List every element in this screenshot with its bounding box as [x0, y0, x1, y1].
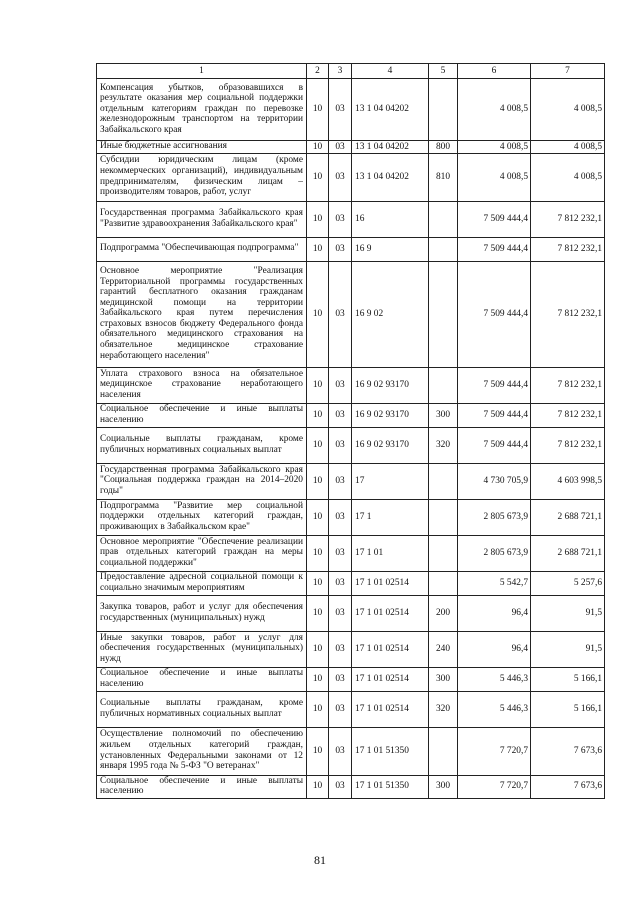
expense-type-cell: 200 — [429, 595, 458, 631]
section-cell: 10 — [307, 595, 329, 631]
table-row — [97, 403, 605, 427]
table-row — [97, 631, 605, 667]
target-article-cell: 17 1 01 02514 — [352, 667, 429, 691]
target-article-cell: 17 — [352, 463, 429, 499]
amount-year2-cell: 7 812 232,1 — [531, 201, 605, 237]
row-name-cell: Компенсация убытков, образовавшихся в результате оказания мер социальной поддержки отдельным категориям граждан по перевозке железнодорожным транспортом на территории Забайкальского края — [97, 79, 307, 141]
expense-type-cell — [429, 79, 458, 141]
section-cell: 10 — [307, 261, 329, 367]
amount-year2-cell: 2 688 721,1 — [531, 499, 605, 535]
target-article-cell: 16 9 02 93170 — [352, 427, 429, 463]
subsection-cell: 03 — [329, 463, 352, 499]
table-row — [97, 153, 605, 201]
amount-year2-cell: 7 812 232,1 — [531, 427, 605, 463]
expense-type-cell: 300 — [429, 775, 458, 798]
table-row — [97, 463, 605, 499]
amount-year1-cell: 4 008,5 — [458, 141, 531, 154]
section-cell: 10 — [307, 571, 329, 595]
section-cell: 10 — [307, 463, 329, 499]
section-cell: 10 — [307, 499, 329, 535]
target-article-cell: 16 9 — [352, 237, 429, 261]
amount-year1-cell: 4 008,5 — [458, 153, 531, 201]
expense-type-cell — [429, 201, 458, 237]
table-row — [97, 201, 605, 237]
table-row — [97, 237, 605, 261]
subsection-cell: 03 — [329, 237, 352, 261]
row-name-cell: Основное мероприятие "Обеспечение реализации прав отдельных категорий граждан на меры социальной поддержки" — [97, 535, 307, 571]
expense-type-cell — [429, 499, 458, 535]
section-cell: 10 — [307, 79, 329, 141]
amount-year1-cell: 7 509 444,4 — [458, 403, 531, 427]
row-name-cell: Социальное обеспечение и иные выплаты населению — [97, 775, 307, 798]
amount-year2-cell: 7 673,6 — [531, 775, 605, 798]
target-article-cell: 16 — [352, 201, 429, 237]
subsection-cell: 03 — [329, 201, 352, 237]
expense-type-cell: 810 — [429, 153, 458, 201]
expense-type-cell — [429, 571, 458, 595]
row-name-cell: Уплата страхового взноса на обязательное медицинское страхование неработающего населения — [97, 367, 307, 403]
amount-year2-cell: 7 812 232,1 — [531, 367, 605, 403]
row-name-cell: Подпрограмма "Обеспечивающая подпрограмма" — [97, 237, 307, 261]
amount-year1-cell: 96,4 — [458, 595, 531, 631]
amount-year2-cell: 5 257,6 — [531, 571, 605, 595]
amount-year2-cell: 2 688 721,1 — [531, 535, 605, 571]
table-row — [97, 691, 605, 727]
table-row — [97, 727, 605, 775]
row-name-cell: Субсидии юридическим лицам (кроме некоммерческих организаций), индивидуальным предпринимателям, физическим лицам – производителям товаров, работ, услуг — [97, 153, 307, 201]
subsection-cell: 03 — [329, 631, 352, 667]
subsection-cell: 03 — [329, 141, 352, 154]
target-article-cell: 17 1 01 02514 — [352, 571, 429, 595]
expense-type-cell — [429, 463, 458, 499]
budget-table-page — [96, 63, 604, 799]
table-row — [97, 571, 605, 595]
subsection-cell: 03 — [329, 775, 352, 798]
header-cell-1: 1 — [97, 64, 307, 79]
amount-year2-cell: 5 166,1 — [531, 691, 605, 727]
subsection-cell: 03 — [329, 427, 352, 463]
target-article-cell: 16 9 02 — [352, 261, 429, 367]
expense-type-cell — [429, 237, 458, 261]
header-cell-4: 4 — [352, 64, 429, 79]
amount-year2-cell: 4 603 998,5 — [531, 463, 605, 499]
table-row — [97, 775, 605, 798]
table-row — [97, 141, 605, 154]
row-name-cell: Подпрограмма "Развитие мер социальной поддержки отдельных категорий граждан, проживающих в Забайкальском крае" — [97, 499, 307, 535]
target-article-cell: 17 1 01 51350 — [352, 775, 429, 798]
section-cell: 10 — [307, 667, 329, 691]
amount-year1-cell: 4 730 705,9 — [458, 463, 531, 499]
table-row — [97, 367, 605, 403]
amount-year1-cell: 5 446,3 — [458, 691, 531, 727]
subsection-cell: 03 — [329, 535, 352, 571]
section-cell: 10 — [307, 141, 329, 154]
target-article-cell: 17 1 01 51350 — [352, 727, 429, 775]
row-name-cell: Социальное обеспечение и иные выплаты населению — [97, 667, 307, 691]
header-cell-5: 5 — [429, 64, 458, 79]
row-name-cell: Осуществление полномочий по обеспечению жильем отдельных категорий граждан, установленных Федеральными законами от 12 января 1995 года № 5-ФЗ "О ветеранах" — [97, 727, 307, 775]
expense-type-cell: 300 — [429, 667, 458, 691]
target-article-cell: 13 1 04 04202 — [352, 141, 429, 154]
section-cell: 10 — [307, 427, 329, 463]
amount-year1-cell: 7 509 444,4 — [458, 367, 531, 403]
table-row — [97, 427, 605, 463]
table-row — [97, 595, 605, 631]
amount-year2-cell: 4 008,5 — [531, 141, 605, 154]
subsection-cell: 03 — [329, 367, 352, 403]
amount-year1-cell: 7 720,7 — [458, 727, 531, 775]
section-cell: 10 — [307, 631, 329, 667]
target-article-cell: 17 1 — [352, 499, 429, 535]
amount-year2-cell: 7 812 232,1 — [531, 261, 605, 367]
expense-type-cell: 300 — [429, 403, 458, 427]
subsection-cell: 03 — [329, 595, 352, 631]
section-cell: 10 — [307, 201, 329, 237]
row-name-cell: Предоставление адресной социальной помощи к социально значимым мероприятиям — [97, 571, 307, 595]
row-name-cell: Социальные выплаты гражданам, кроме публичных нормативных социальных выплат — [97, 691, 307, 727]
expense-type-cell — [429, 367, 458, 403]
amount-year1-cell: 96,4 — [458, 631, 531, 667]
amount-year2-cell: 5 166,1 — [531, 667, 605, 691]
amount-year1-cell: 7 720,7 — [458, 775, 531, 798]
target-article-cell: 13 1 04 04202 — [352, 153, 429, 201]
section-cell: 10 — [307, 691, 329, 727]
header-cell-6: 6 — [458, 64, 531, 79]
target-article-cell: 17 1 01 — [352, 535, 429, 571]
amount-year2-cell: 7 812 232,1 — [531, 237, 605, 261]
section-cell: 10 — [307, 775, 329, 798]
target-article-cell: 17 1 01 02514 — [352, 691, 429, 727]
expense-type-cell — [429, 261, 458, 367]
section-cell: 10 — [307, 367, 329, 403]
row-name-cell: Закупка товаров, работ и услуг для обеспечения государственных (муниципальных) нужд — [97, 595, 307, 631]
target-article-cell: 17 1 01 02514 — [352, 595, 429, 631]
header-cell-2: 2 — [307, 64, 329, 79]
section-cell: 10 — [307, 403, 329, 427]
subsection-cell: 03 — [329, 667, 352, 691]
table-row — [97, 79, 605, 141]
subsection-cell: 03 — [329, 571, 352, 595]
row-name-cell: Иные закупки товаров, работ и услуг для обеспечения государственных (муниципальных) нужд — [97, 631, 307, 667]
row-name-cell: Социальное обеспечение и иные выплаты населению — [97, 403, 307, 427]
table-row — [97, 261, 605, 367]
section-cell: 10 — [307, 535, 329, 571]
table-row — [97, 667, 605, 691]
subsection-cell: 03 — [329, 261, 352, 367]
target-article-cell: 16 9 02 93170 — [352, 403, 429, 427]
header-cell-7: 7 — [531, 64, 605, 79]
subsection-cell: 03 — [329, 403, 352, 427]
row-name-cell: Государственная программа Забайкальского края "Социальная поддержка граждан на 2014–2020 годы" — [97, 463, 307, 499]
amount-year1-cell: 7 509 444,4 — [458, 237, 531, 261]
expense-type-cell: 240 — [429, 631, 458, 667]
amount-year2-cell: 7 812 232,1 — [531, 403, 605, 427]
amount-year1-cell: 7 509 444,4 — [458, 261, 531, 367]
subsection-cell: 03 — [329, 499, 352, 535]
row-name-cell: Социальные выплаты гражданам, кроме публичных нормативных социальных выплат — [97, 427, 307, 463]
row-name-cell: Государственная программа Забайкальского края "Развитие здравоохранения Забайкальского края" — [97, 201, 307, 237]
amount-year2-cell: 7 673,6 — [531, 727, 605, 775]
amount-year2-cell: 4 008,5 — [531, 153, 605, 201]
row-name-cell: Иные бюджетные ассигнования — [97, 141, 307, 154]
expense-type-cell: 320 — [429, 427, 458, 463]
expense-type-cell — [429, 727, 458, 775]
amount-year1-cell: 5 446,3 — [458, 667, 531, 691]
subsection-cell: 03 — [329, 727, 352, 775]
target-article-cell: 16 9 02 93170 — [352, 367, 429, 403]
table-body — [97, 79, 605, 799]
expense-type-cell: 800 — [429, 141, 458, 154]
header-cell-3: 3 — [329, 64, 352, 79]
header-row — [97, 64, 605, 79]
section-cell: 10 — [307, 237, 329, 261]
amount-year1-cell: 5 542,7 — [458, 571, 531, 595]
subsection-cell: 03 — [329, 153, 352, 201]
amount-year2-cell: 91,5 — [531, 631, 605, 667]
expense-type-cell — [429, 535, 458, 571]
amount-year1-cell: 2 805 673,9 — [458, 499, 531, 535]
row-name-cell: Основное мероприятие "Реализация Территориальной программы государственных гарантий бесплатного оказания гражданам медицинской помощи на территории Забайкальского края путем перечисления страховых взносов бюджету Федерального фонда обязательного медицинского страхования на обязательное медицинское страхование неработающего населения" — [97, 261, 307, 367]
target-article-cell: 13 1 04 04202 — [352, 79, 429, 141]
section-cell: 10 — [307, 153, 329, 201]
amount-year1-cell: 4 008,5 — [458, 79, 531, 141]
amount-year1-cell: 7 509 444,4 — [458, 427, 531, 463]
amount-year1-cell: 2 805 673,9 — [458, 535, 531, 571]
subsection-cell: 03 — [329, 691, 352, 727]
expense-type-cell: 320 — [429, 691, 458, 727]
amount-year2-cell: 4 008,5 — [531, 79, 605, 141]
budget-table — [96, 63, 605, 799]
amount-year2-cell: 91,5 — [531, 595, 605, 631]
subsection-cell: 03 — [329, 79, 352, 141]
page-number: 81 — [314, 853, 326, 867]
amount-year1-cell: 7 509 444,4 — [458, 201, 531, 237]
section-cell: 10 — [307, 727, 329, 775]
target-article-cell: 17 1 01 02514 — [352, 631, 429, 667]
table-row — [97, 535, 605, 571]
table-row — [97, 499, 605, 535]
